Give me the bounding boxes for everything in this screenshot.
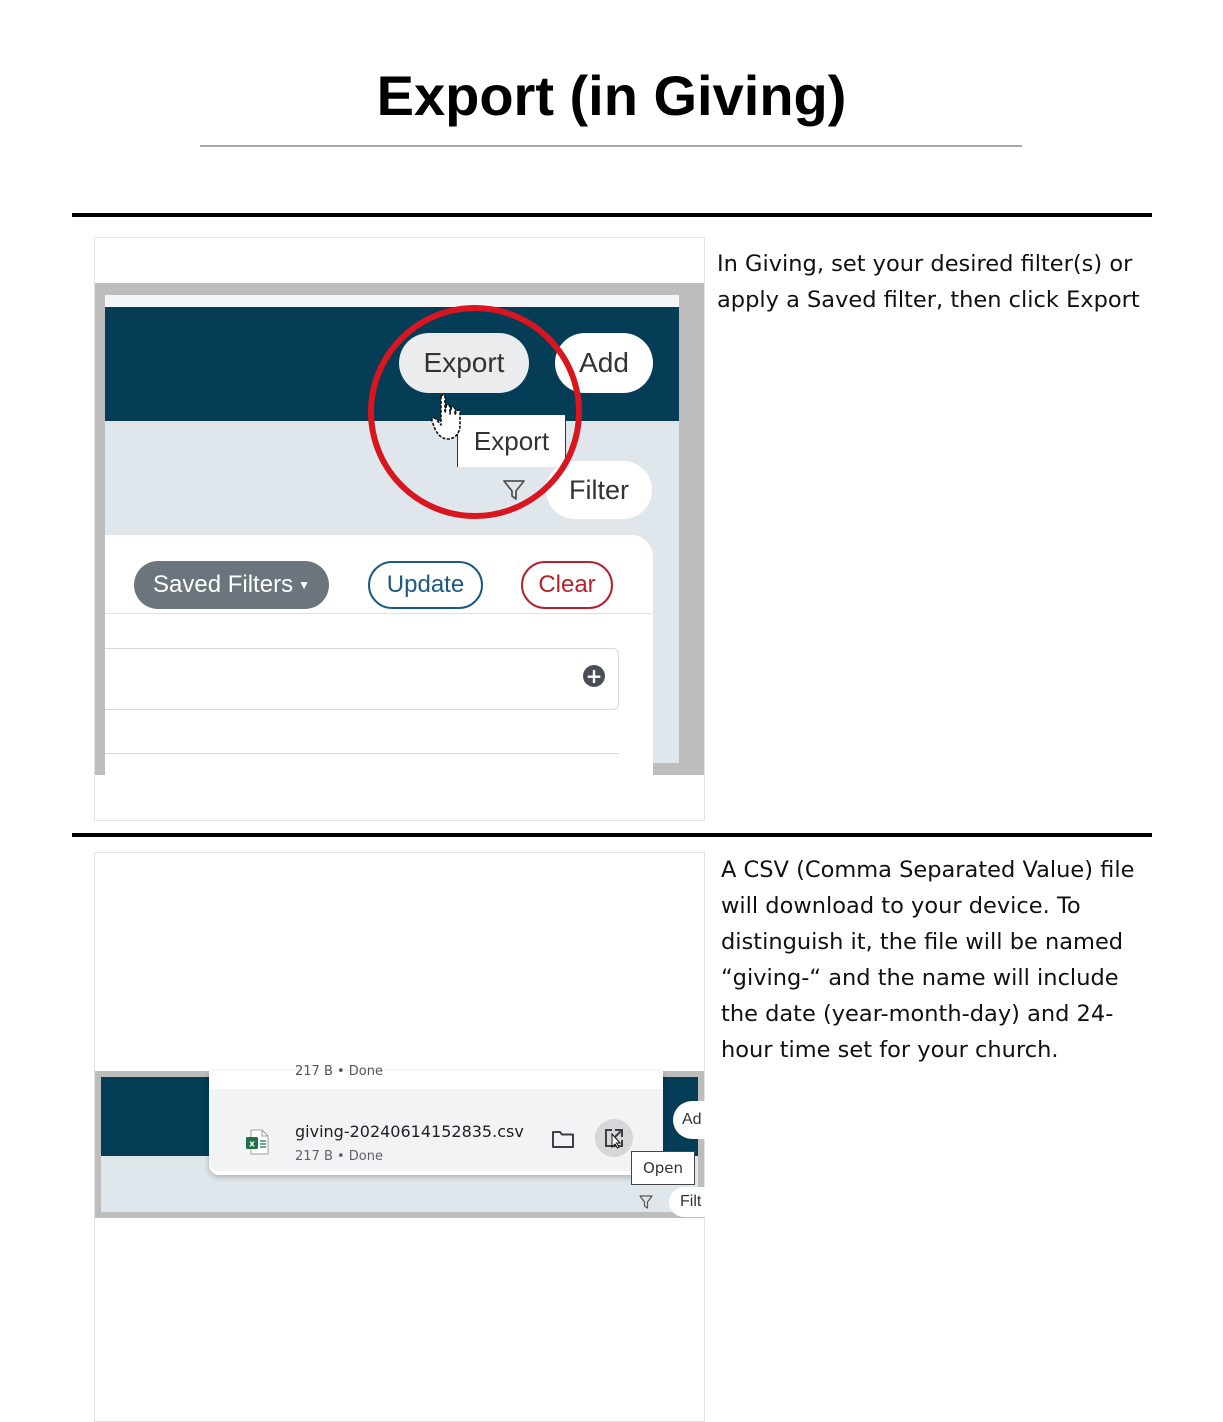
step-1-text: In Giving, set your desired filter(s) or apply a Saved filter, then click Export <box>717 251 1140 313</box>
download-file-name: giving-20240614152835.csv <box>295 1122 524 1141</box>
filter-field[interactable] <box>105 648 619 710</box>
filter-button[interactable]: Filter <box>546 461 652 519</box>
browser-strip <box>105 295 679 307</box>
saved-filters-label: Saved Filters <box>153 571 294 598</box>
section-divider <box>72 833 1152 837</box>
download-file-meta: 217 B • Done <box>295 1149 383 1164</box>
clear-button[interactable]: Clear <box>521 561 613 609</box>
step-2-text: A CSV (Comma Separated Value) file will download to your device. To distinguish it, the file will be named “giving-“ and the name will include the date (year-month-day) and 24-hour time set for your church. <box>721 857 1135 1063</box>
giving-page <box>101 1064 702 1212</box>
step-2-image-cell <box>94 852 705 1422</box>
export-button[interactable]: Export <box>399 333 529 393</box>
highlight-circle <box>368 305 582 519</box>
caret-down-icon: ▼ <box>298 578 310 592</box>
open-file-button[interactable] <box>595 1119 633 1157</box>
document-title: Export (in Giving) <box>376 64 847 127</box>
svg-text:x: x <box>249 1139 255 1150</box>
saved-filters-dropdown[interactable] <box>134 561 329 609</box>
funnel-icon <box>638 1194 654 1210</box>
panel-divider <box>105 613 653 614</box>
step-2-screenshot <box>95 1064 704 1218</box>
update-button[interactable]: Update <box>368 561 483 609</box>
step-1-screenshot <box>95 283 704 775</box>
download-item[interactable] <box>209 1089 663 1171</box>
add-button[interactable]: Add <box>555 333 653 393</box>
folder-icon[interactable] <box>551 1129 575 1149</box>
step-1-image-cell <box>94 237 705 821</box>
add-circle-icon[interactable]: + <box>583 665 605 687</box>
hand-cursor-icon <box>431 393 469 443</box>
downloads-panel <box>209 1064 663 1175</box>
export-tooltip: Export <box>457 415 566 467</box>
excel-file-icon <box>245 1129 269 1155</box>
add-button[interactable]: Ad <box>673 1101 723 1139</box>
giving-page <box>105 295 679 763</box>
section-divider <box>72 213 1152 217</box>
previous-download-status: 217 B • Done <box>295 1064 383 1079</box>
filter-field-2 <box>105 753 619 783</box>
open-external-icon <box>603 1127 625 1149</box>
filter-button[interactable]: Filt <box>669 1187 719 1217</box>
open-tooltip: Open <box>631 1151 695 1185</box>
title-underline <box>200 145 1022 147</box>
